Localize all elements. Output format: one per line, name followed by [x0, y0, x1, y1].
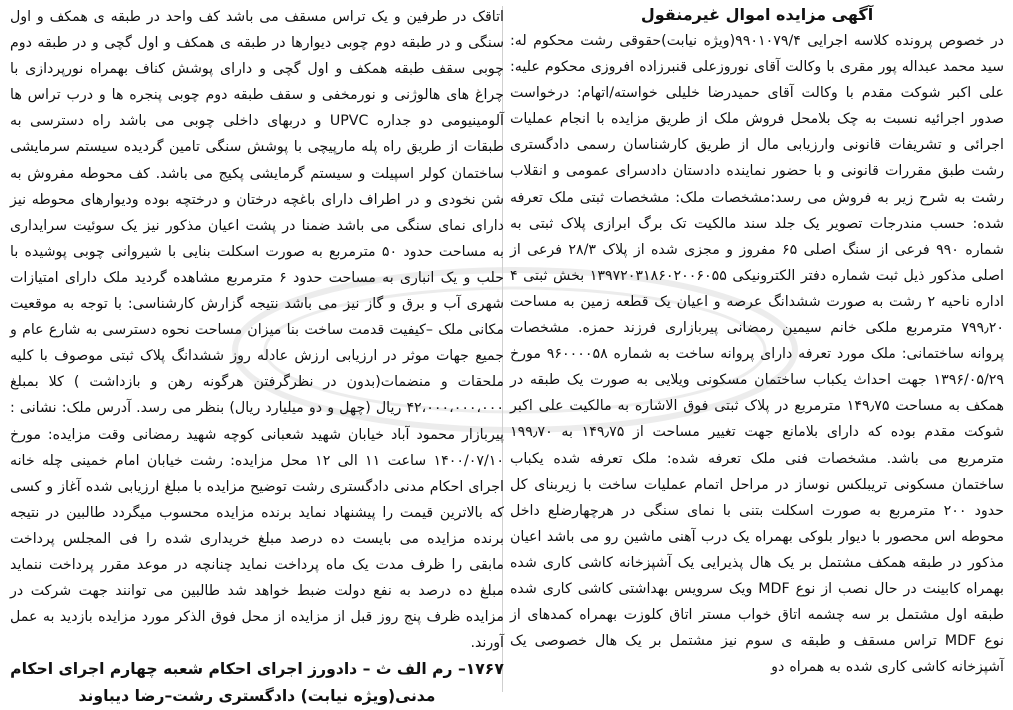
notice-body-right: در خصوص پرونده کلاسه اجرایی ۹۹۰۱۰۷۹/۴(ویژه نیابت)حقوقی رشت محکوم له: سید محمد عبداله پور مقری با وکالت آقای نوروزعلی قنبرزاده افروزی محکوم علیه: علی اکبر شوکت مقدم با وکالت آقای حمیدرضا خلیلی خواسته/اتهام: درخواست صدور اجرائیه نسبت به چک بلامحل فروش ملک از طریق مزایده با انجام عملیات اجرائی و تشریفات قانونی وارزیابی مال از طریق کارشناسان رسمی دادگستری رشت طبق مقررات قانونی و با حضور نماینده دادستان دادسرای عمومی و انقلاب رشت به شرح زیر به فروش می رسد:مشخصات ملک: مشخصات ثبتی ملک تعرفه شده: حسب مندرجات تصویر یک جلد سند مالکیت تک برگ ابرازی پلاک ثبتی به شماره ۹۹۰ فرعی از سنگ اصلی ۶۵ مفروز و مجزی شده از پلاک ۲۸/۳ فرعی از اصلی مذکور ذیل ثبت شماره دفتر الکترونیکی ۱۳۹۷۲۰۳۱۸۶۰۲۰۰۶۰۵۵ بخش ثبتی ۴ اداره ناحیه ۲ رشت به صورت ششدانگ عرصه و اعیان یک قطعه زمین به مساحت ۷۹۹٫۲۰ مترمربع ملکی خانم سیمین رمضانی پیربازاری فرزند حمزه. مشخصات پروانه ساختمانی: ملک مورد تعرفه دارای پروانه ساخت به شماره ۹۶۰۰۰۰۵۸ مورخ ۱۳۹۶/۰۵/۲۹ جهت احداث یکباب ساختمان مسکونی ویلایی به صورت یک طبقه در همکف به مساحت ۱۴۹٫۷۵ مترمربع در پلاک ثبتی فوق الاشاره به مالکیت علی اکبر شوکت مقدم بوده که دارای بلامانع جهت تغییر مساحت از ۱۴۹٫۷۵ به ۱۹۹٫۷۰ مترمربع می باشد. مشخصات فنی ملک تعرفه شده: ملک تعرفه شده یکباب ساختمان مسکونی تریبلکس نوساز در مراحل اتمام عملیات ساخت با زیربنای کل حدود ۲۰۰ مترمربع به صورت اسکلت بتنی با نمای سنگی در هرچهارضلع داخل محوطه اس محصور با دیوار بلوکی بهمراه یک درب آهنی ماشین رو می باشد اعیان مذکور در طبقه همکف مشتمل بر یک هال پذیرایی یک آشپزخانه کاشی کاری شده بهمراه کابینت در حال نصب از نوع MDF ویک سرویس بهداشتی کاشی کاری شده طبقه اول مشتمل بر سه چشمه اتاق خواب مستر اتاق کلوزت بهمراه کمدهای از نوع MDF تراس مسقف و طبقه ی سوم نیز مشتمل بر یک هال خصوصی یک آشپزخانه کاشی کاری شده به همراه دو: [510, 33, 1005, 676]
signature-line-1: ۱۷۶۷– رم الف ث – دادورز اجرای احکام شعبه چهارم اجرای احکام: [10, 660, 504, 679]
left-column: [10, 4, 504, 706]
signature-line-2: مدنی(ویژه نیابت) دادگستری رشت–رضا دیباوند: [78, 687, 436, 706]
notice-body-left: اتاقک در طرفین و یک تراس مسقف می باشد کف واحد در طبقه ی همکف و اول سنگی و در طبقه دوم چوبی دیوارها در طبقه ی همکف و اول گچی و در طبقه دوم چوبی سقف طبقه همکف و اول گچی و دارای پوشش کناف بهمراه نورپردازی با چراغ های هالوژنی و نورمخفی و سقف طبقه دوم چوبی پنجره ها و درب تراس ها آلومینیومی دو جداره UPVC و دربهای داخلی چوبی می باشد راه دسترسی به طبقات از طریق راه پله مارپیچی با پوشش سنگی تامین گردیده سیستم سرمایشی ساختمان کولر اسپیلت و سیستم گرمایشی پکیج می باشد. کف محوطه مفروش به شن نخودی و در اطراف دارای باغچه درختان و درختچه بوده ودیوارهای محوطه نیز دارای نمای سنگی می باشد ضمنا در پشت اعیان مذکور نیز یک سوئیت سرایداری به مساحت حدود ۵۰ مترمربع به صورت اسکلت بنایی با شیروانی چوبی پوشیده با حلب و یک انباری به مساحت حدود ۶ مترمربع مشاهده گردید ملک دارای امتیازات شهری آب و برق و گاز نیز می باشد نتیجه گزارش کارشناسی: با توجه به موقعیت مکانی ملک –کیفیت قدمت ساخت بنا میزان مساحت نحوه دسترسی به شارع عام و جمیع جهات موثر در ارزیابی ارزش عادله روز ششدانگ پلاک ثبتی موصوف با کلیه ملحقات و منضمات(بدون در نظرگرفتن هرگونه رهن و بازداشت ) کلا بمبلغ ۴۲،۰۰۰،۰۰۰،۰۰۰ ریال (چهل و دو میلیارد ریال) بنظر می رسد. آدرس ملک: نشانی : پیربازار محمود آباد خیابان شهید شعبانی کوچه شهید رمضانی وقت مزایده: مورخ ۱۴۰۰/۰۷/۱۰ ساعت ۱۱ الی ۱۲ محل مزایده: رشت خیابان امام خمینی چله خانه اجرای احکام مدنی دادگستری رشت توضیح مزایده با مبلغ ارزیابی شده آغاز و کسی که بالاترین قیمت را پیشنهاد نماید برنده مزایده محسوب میگردد طالبین در نتیجه برنده مزایده می بایست ده درصد مبلغ خریداری شده را فی المجلس پرداخت مابقی را ظرف مدت یک ماه پرداخت نماید چنانچه در موعد مقرر پرداخت ننماید مبلغ ده درصد به نفع دولت ضبط خواهد شد طالبین می توانند جهت شرکت در مزایده ظرف پنج روز قبل از مزایده از محل فوق الذکر مورد مزایده بازدید به عمل آورند.: [10, 9, 504, 652]
notice-title: آگهی مزایده اموال غیرمنقول: [640, 5, 874, 24]
right-column: [510, 4, 1004, 694]
